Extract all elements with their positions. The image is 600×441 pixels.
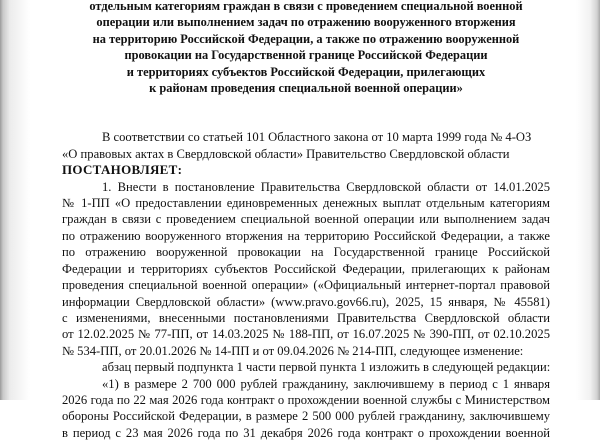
title-line: на территорию Российской Федерации, а также по отражению вооруженной (92, 31, 520, 46)
document-page (62, 0, 550, 441)
body-line: 2026 года по 22 мая 2026 года контракт о прохождении военной службы с Министерством (62, 392, 550, 407)
body-line: по отражению вооруженной провокации на Государственной границе Российской (62, 245, 550, 260)
preamble-line: В соответствии со статьей 101 Областного закона от 10 марта 1999 года № 4-ОЗ (102, 130, 532, 145)
scan-shadow-left (0, 0, 30, 400)
body-line: Федерации и территориях субъектов Российской Федерации, прилегающих к районам (62, 261, 550, 276)
body-line: обороны Российской Федерации, в размере 2 500 000 рублей гражданину, заключившему (62, 409, 550, 424)
body-line: от 12.02.2025 № 77-ПП, от 14.03.2025 № 188-ПП, от 16.07.2025 № 390-ПП, от 02.10.2025 (62, 327, 550, 342)
title-line: провокации на Государственной границе Российской Федерации (124, 48, 488, 63)
body-line: информации Свердловской области» (www.pravo.gov66.ru), 2025, 15 января, № 45581) (62, 294, 550, 309)
body-line: с изменениями, внесенными постановлениями Правительства Свердловской области (62, 310, 550, 325)
resolution-body (62, 179, 550, 441)
preamble (62, 129, 550, 178)
title-line: операции или выполнением задач по отражению вооруженного вторжения (96, 15, 516, 30)
document-title (62, 0, 550, 96)
body-line: проведения специальной военной операции» («Официальный интернет-портал правовой (62, 278, 550, 293)
scan-shadow-right (576, 0, 600, 400)
body-line: в период с 23 мая 2026 года по 31 декабря 2026 года контракт о прохождении военной (62, 425, 550, 440)
body-line: № 534-ПП, от 20.01.2026 № 14-ПП и от 09.04.2026 № 214-ПП, следующее изменение: (62, 343, 524, 358)
title-line: отдельным категориям граждан в связи с проведением специальной военной (89, 0, 523, 13)
body-line: «1) в размере 2 700 000 рублей гражданину, заключившему в период с 1 января (102, 376, 550, 391)
decree-heading: ПОСТАНОВЛЯЕТ: (62, 162, 183, 178)
title-line: к районам проведения специальной военной операции» (149, 81, 463, 96)
body-line: абзац первый подпункта 1 части первой пункта 1 изложить в следующей редакции: (102, 360, 551, 375)
body-line: граждан в связи с проведением специальной военной операции или выполнением задач (62, 212, 550, 227)
body-line: 1. Внести в постановление Правительства Свердловской области от 14.01.2025 (102, 179, 550, 194)
body-line: № 1-ПП «О предоставлении единовременных денежных выплат отдельным категориям (62, 196, 550, 211)
body-line: по отражению вооруженного вторжения на территорию Российской Федерации, а также (62, 228, 550, 243)
title-line: и территориях субъектов Российской Федерации, прилегающих (126, 64, 486, 79)
preamble-line: «О правовых актах в Свердловской области» Правительство Свердловской области (62, 146, 510, 161)
